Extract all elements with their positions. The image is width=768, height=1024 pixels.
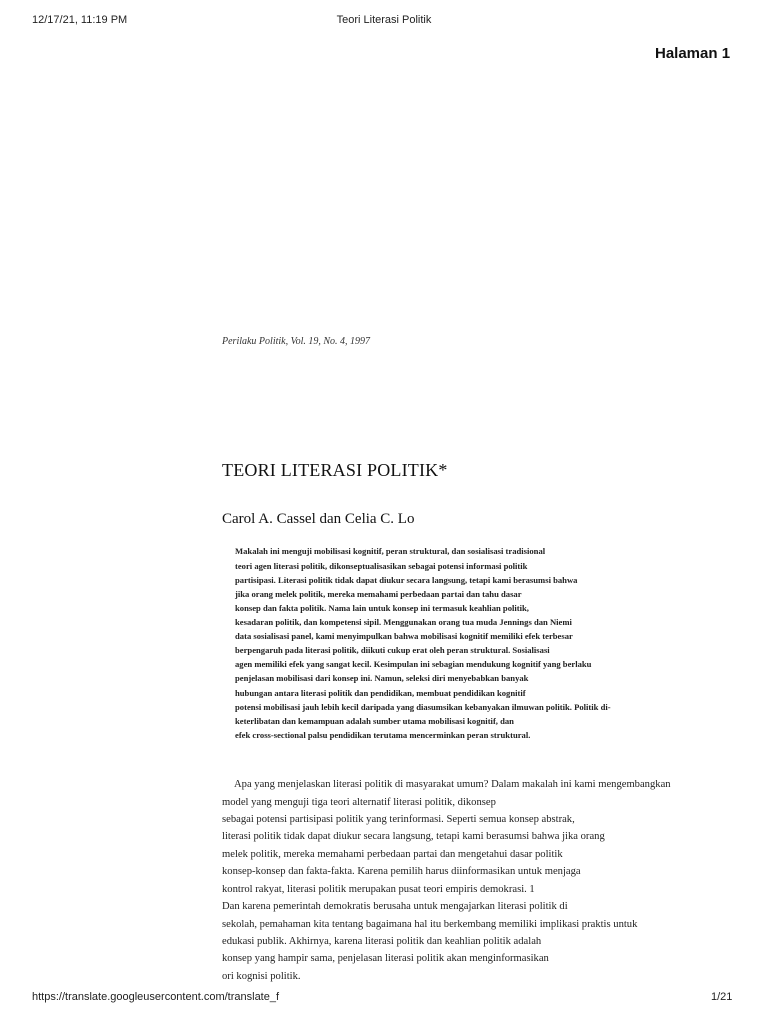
- page-label: Halaman 1: [655, 45, 731, 62]
- article-authors: Carol A. Cassel dan Celia C. Lo: [222, 511, 415, 527]
- body-line: model yang menguji tiga teori alternatif literasi politik, dikonsep: [222, 797, 496, 808]
- abstract-line: agen memiliki efek yang sangat kecil. Kesimpulan ini sebagian mendukung kognitif yang berlaku: [235, 659, 592, 669]
- abstract-line: partisipasi. Literasi politik tidak dapat diukur secara langsung, tetapi kami berasumsi bahwa: [235, 575, 578, 585]
- body-line: kontrol rakyat, literasi politik merupakan pusat teori empiris demokrasi. 1: [222, 884, 535, 895]
- body-line: melek politik, mereka memahami perbedaan partai dan mengetahui dasar politik: [222, 849, 563, 860]
- body-line: ori kognisi politik.: [222, 971, 301, 982]
- abstract-line: keterlibatan dan kemampuan adalah sumber utama mobilisasi kognitif, dan: [235, 716, 514, 726]
- abstract-line: penjelasan mobilisasi dari konsep ini. Namun, seleksi diri menyebabkan banyak: [235, 673, 529, 683]
- body-line: literasi politik tidak dapat diukur secara langsung, tetapi kami berasumsi bahwa jika orang: [222, 831, 605, 842]
- print-title: Teori Literasi Politik: [336, 14, 432, 26]
- abstract-line: jika orang melek politik, mereka memahami perbedaan partai dan tahu dasar: [235, 589, 522, 599]
- abstract-line: kesadaran politik, dan kompetensi sipil. Menggunakan orang tua muda Jennings dan Niemi: [235, 617, 572, 627]
- body-line: sekolah, pemahaman kita tentang bagaimana hal itu berkembang memiliki implikasi praktis untuk: [222, 919, 638, 930]
- abstract-line: berpengaruh pada literasi politik, diikuti cukup erat oleh peran struktural. Sosialisasi: [235, 645, 550, 655]
- abstract-line: efek cross-sectional palsu pendidikan terutama mencerminkan peran struktural.: [235, 730, 531, 740]
- abstract-line: teori agen literasi politik, dikonseptualisasikan sebagai potensi informasi politik: [235, 561, 528, 571]
- print-datetime: 12/17/21, 11:19 PM: [32, 14, 128, 26]
- abstract-line: konsep dan fakta politik. Nama lain untuk konsep ini termasuk keahlian politik,: [235, 603, 529, 613]
- print-url: https://translate.googleusercontent.com/translate_f: [32, 991, 280, 1003]
- body-line: sebagai potensi partisipasi politik yang terinformasi. Seperti semua konsep abstrak,: [222, 814, 575, 825]
- body-line: edukasi publik. Akhirnya, karena literasi politik dan keahlian politik adalah: [222, 936, 542, 947]
- body-line: konsep-konsep dan fakta-fakta. Karena pemilih harus diinformasikan untuk menjaga: [222, 866, 581, 877]
- abstract-line: Makalah ini menguji mobilisasi kognitif, peran struktural, dan sosialisasi tradisional: [235, 546, 546, 556]
- body-line: Dan karena pemerintah demokratis berusaha untuk mengajarkan literasi politik di: [222, 901, 568, 912]
- abstract-line: potensi mobilisasi jauh lebih kecil daripada yang diasumsikan kebanyakan ilmuwan politik. Politik di-: [235, 702, 611, 712]
- body-line: Apa yang menjelaskan literasi politik di masyarakat umum? Dalam makalah ini kami mengembangkan: [234, 779, 671, 790]
- article-title: TEORI LITERASI POLITIK*: [222, 460, 448, 480]
- abstract-line: data sosialisasi panel, kami menyimpulkan bahwa mobilisasi kognitif memiliki efek terbesar: [235, 631, 573, 641]
- journal-citation: Perilaku Politik, Vol. 19, No. 4, 1997: [222, 336, 371, 347]
- print-page-number: 1/21: [711, 991, 733, 1003]
- abstract-line: hubungan antara literasi politik dan pendidikan, membuat pendidikan kognitif: [235, 688, 526, 698]
- body-line: konsep yang hampir sama, penjelasan literasi politik akan menginformasikan: [222, 953, 549, 964]
